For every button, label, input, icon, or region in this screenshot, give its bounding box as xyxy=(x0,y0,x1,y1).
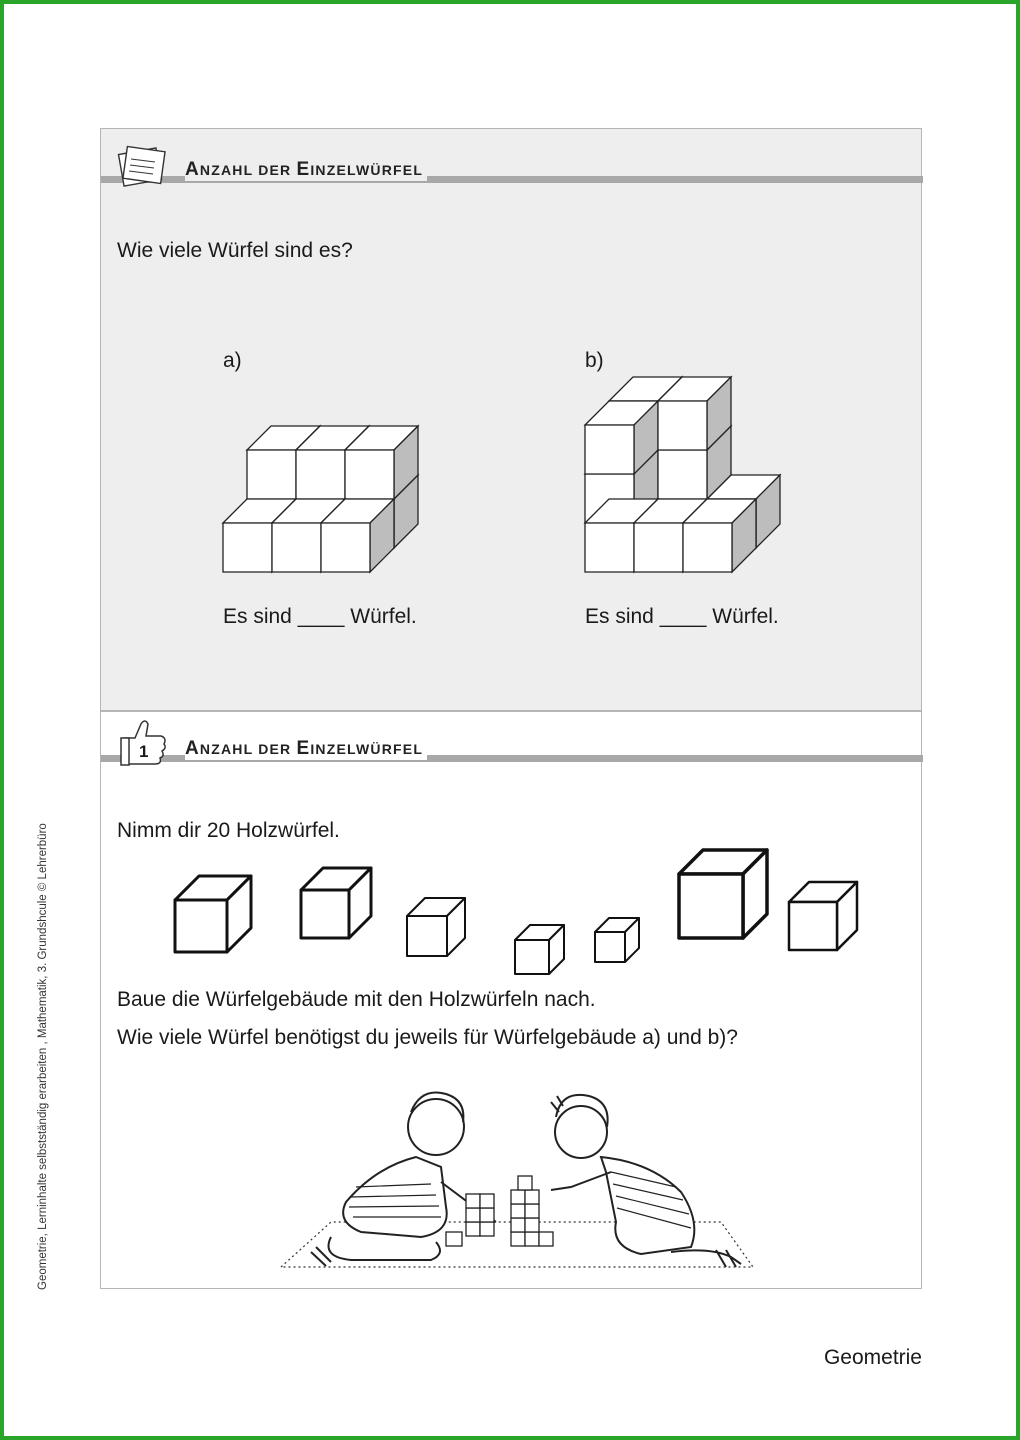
cube-face xyxy=(683,523,732,572)
copyright-sidebar: Geometrie, Lerninhalte selbstständig erarbeiten , Mathematik, 3. Grundshcule © Lehrerbüro xyxy=(37,823,49,1290)
instruction-build: Baue die Würfelgebäude mit den Holzwürfeln nach. xyxy=(117,988,596,1011)
wooden-cube xyxy=(789,902,837,950)
cube-face xyxy=(658,450,707,499)
answer-a: Es sind ____ Würfel. xyxy=(223,605,417,628)
card-title: ANZAHL DER EINZELWÜRFEL xyxy=(185,738,427,760)
figure-b-label: b) xyxy=(585,349,604,372)
wooden-cube xyxy=(595,932,625,962)
wooden-cube xyxy=(679,874,743,938)
wooden-cube xyxy=(301,890,349,938)
cube-face xyxy=(634,523,683,572)
wooden-cube xyxy=(407,916,447,956)
wooden-cube xyxy=(175,900,227,952)
exercise-card-b xyxy=(100,711,922,1289)
cube-face xyxy=(585,523,634,572)
figure-a-label: a) xyxy=(223,349,242,372)
cube-face xyxy=(585,425,634,474)
footer-section-title: Geometrie xyxy=(823,1346,922,1369)
instruction-count: Wie viele Würfel benötigst du jeweils für Würfelgebäude a) und b)? xyxy=(117,1026,738,1049)
card-title: ANZAHL DER EINZELWÜRFEL xyxy=(185,159,427,181)
children-playing-illustration xyxy=(271,1072,761,1272)
answer-b: Es sind ____ Würfel. xyxy=(585,605,779,628)
instruction-take-cubes: Nimm dir 20 Holzwürfel. xyxy=(117,819,340,842)
wooden-cube xyxy=(515,940,549,974)
exercise-card-a xyxy=(100,128,922,711)
question-text: Wie viele Würfel sind es? xyxy=(117,239,353,262)
exercise-number-badge: 1 xyxy=(139,742,149,761)
cube-face xyxy=(658,401,707,450)
